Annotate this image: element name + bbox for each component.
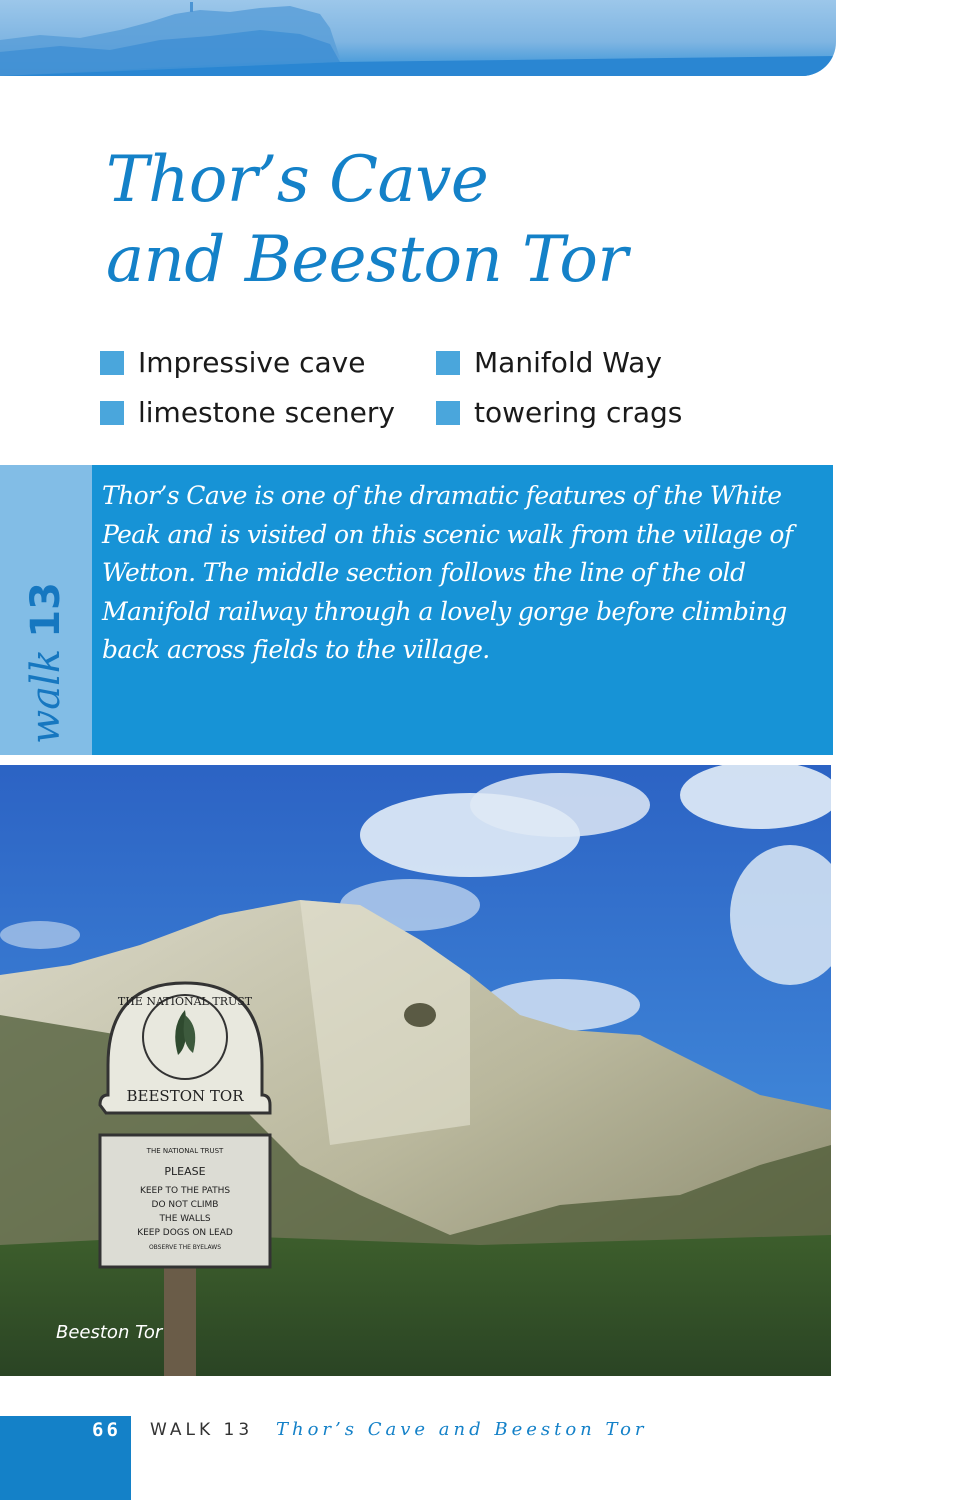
notice-line: DO NOT CLIMB xyxy=(151,1200,219,1210)
square-bullet-icon xyxy=(100,351,124,375)
title-line-1: Thor’s Cave xyxy=(106,143,489,217)
sign-name: BEESTON TOR xyxy=(126,1087,244,1105)
photo-caption: Beeston Tor xyxy=(56,1322,163,1343)
feature-item xyxy=(436,396,682,429)
sign-header: THE NATIONAL TRUST xyxy=(117,995,253,1008)
page-title xyxy=(106,140,627,300)
feature-item xyxy=(100,346,365,379)
square-bullet-icon xyxy=(100,401,124,425)
intro-box xyxy=(92,465,833,755)
beeston-tor-photo xyxy=(0,765,831,1376)
walk-number: 13 xyxy=(23,582,69,638)
page-number: 66 xyxy=(92,1419,121,1441)
landscape-illustration xyxy=(0,765,831,1376)
footer-walk-label: WALK 13 xyxy=(150,1420,254,1440)
feature-item xyxy=(100,396,395,429)
feature-item xyxy=(436,346,662,379)
notice-line: PLEASE xyxy=(164,1165,206,1178)
feature-label: Impressive cave xyxy=(138,346,366,379)
feature-label: towering crags xyxy=(474,396,683,429)
intro-text: Thor’s Cave is one of the dramatic features of the White Peak and is visited on this scenic walk from the village of Wetton. The middle section follows the line of the old Manifold railway through a lovely gorge before climbing back across fields to the village. xyxy=(102,481,793,664)
square-bullet-icon xyxy=(436,401,460,425)
footer-walk-title: Thor’s Cave and Beeston Tor xyxy=(276,1419,648,1440)
notice-line: KEEP TO THE PATHS xyxy=(139,1186,231,1196)
notice-line: THE NATIONAL TRUST xyxy=(146,1147,224,1155)
walk-word: walk xyxy=(23,648,69,744)
notice-line: KEEP DOGS ON LEAD xyxy=(137,1228,233,1238)
header-banner xyxy=(0,0,836,76)
title-line-2: and Beeston Tor xyxy=(106,223,628,297)
notice-line: OBSERVE THE BYELAWS xyxy=(148,1244,222,1251)
feature-label: limestone scenery xyxy=(138,396,395,429)
feature-label: Manifold Way xyxy=(474,346,662,379)
square-bullet-icon xyxy=(436,351,460,375)
notice-line: THE WALLS xyxy=(159,1214,211,1224)
coastline-illustration xyxy=(0,0,836,76)
